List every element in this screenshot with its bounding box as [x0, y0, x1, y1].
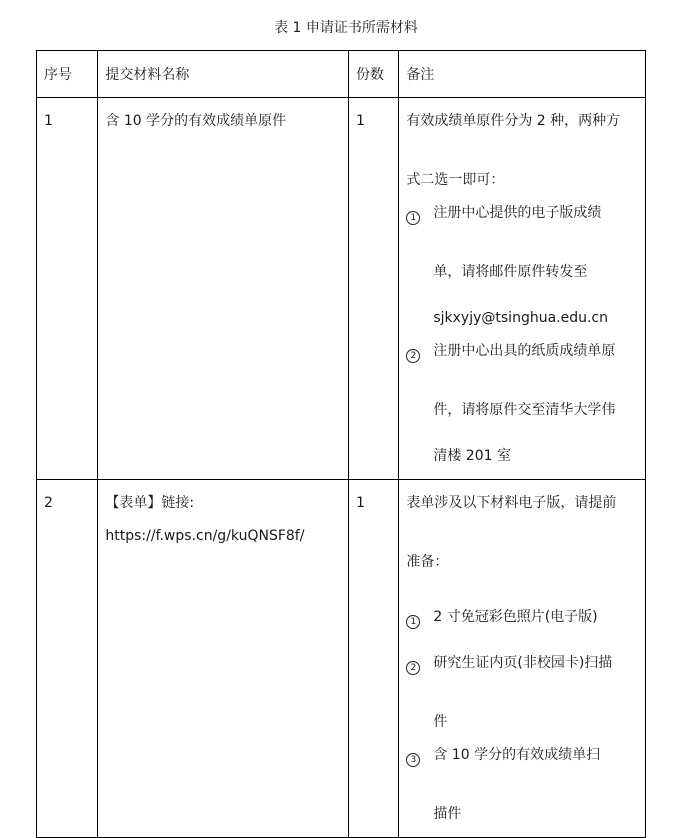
list-item: 1 2 寸免冠彩色照片(电子版) — [406, 607, 639, 653]
form-label: 【表单】链接: — [105, 495, 195, 511]
circled-number-icon: 2 — [406, 661, 420, 675]
header-material: 提交材料名称 — [98, 51, 349, 98]
list-item: 1 注册中心提供的电子版成绩 单，请将邮件原件转发至 sjkxyjy@tsinghua.edu.cn — [406, 203, 639, 341]
header-seq: 序号 — [37, 51, 98, 98]
remarks-intro-line: 表单涉及以下材料电子版，请提前 — [406, 495, 617, 511]
circled-number-icon: 2 — [406, 349, 420, 363]
row-copies: 1 — [349, 480, 399, 838]
circled-number-icon: 1 — [406, 615, 420, 629]
table-caption: 表 1 申请证书所需材料 — [274, 20, 418, 36]
header-copies: 份数 — [349, 51, 399, 98]
remarks-intro-line: 准备： — [406, 554, 449, 570]
header-remarks: 备注 — [399, 51, 646, 98]
list-item: 3 含 10 学分的有效成绩单扫 描件 — [406, 745, 639, 837]
row-seq: 1 — [37, 98, 98, 480]
row-material — [98, 480, 349, 838]
table-row — [37, 480, 646, 838]
table-row — [37, 98, 646, 480]
row-seq: 2 — [37, 480, 98, 838]
row-remarks — [399, 480, 646, 838]
circled-number-icon: 3 — [406, 753, 420, 767]
form-link[interactable]: https://f.wps.cn/g/kuQNSF8f/ — [105, 528, 305, 544]
list-item: 2 注册中心出具的纸质成绩单原 件，请将原件交至清华大学伟 清楼 201 室 — [406, 341, 639, 479]
row-remarks — [399, 98, 646, 480]
remarks-intro-line: 有效成绩单原件分为 2 种，两种方 — [406, 113, 621, 129]
header-row — [37, 51, 646, 98]
remarks-intro-line: 式二选一即可： — [406, 172, 505, 188]
circled-number-icon: 1 — [406, 211, 420, 225]
materials-table — [36, 50, 646, 838]
row-material: 含 10 学分的有效成绩单原件 — [98, 98, 349, 480]
row-copies: 1 — [349, 98, 399, 480]
email-address: sjkxyjy@tsinghua.edu.cn — [433, 310, 608, 326]
list-item: 2 研究生证内页(非校园卡)扫描 件 — [406, 653, 639, 745]
